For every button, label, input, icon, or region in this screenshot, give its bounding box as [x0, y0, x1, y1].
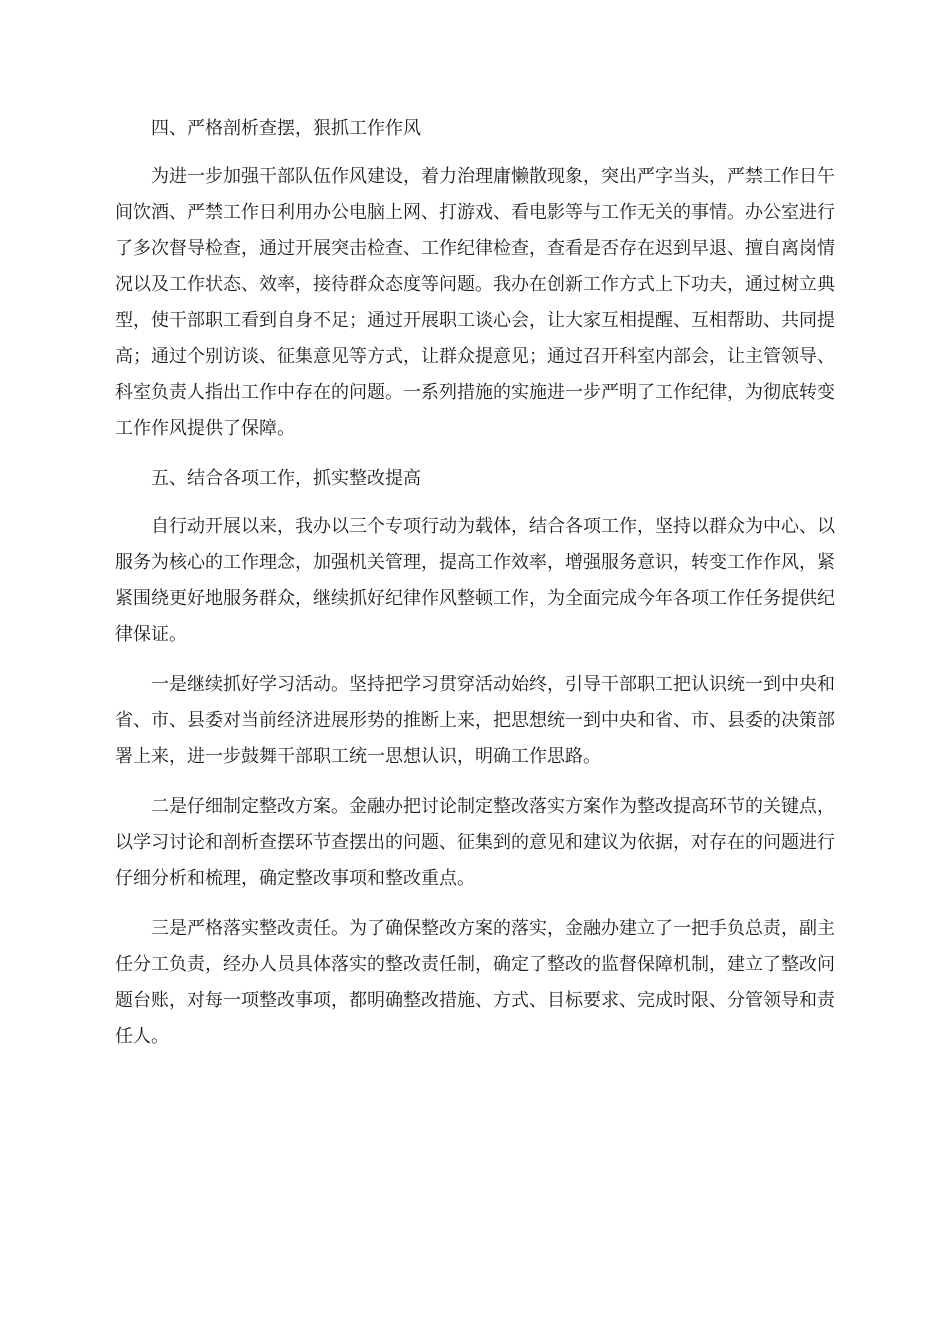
paragraph: 三是严格落实整改责任。为了确保整改方案的落实，金融办建立了一把手负总责，副主任分工负责，经办人员具体落实的整改责任制，确定了整改的监督保障机制，建立了整改问题台账，对每一项整改事项，都明确整改措施、方式、目标要求、完成时限、分管领导和责任人。: [115, 918, 835, 1047]
paragraph: 二是仔细制定整改方案。金融办把讨论制定整改落实方案作为整改提高环节的关键点，以学习讨论和剖析查摆环节查摆出的问题、征集到的意见和建议为依据，对存在的问题进行仔细分析和梳理，确定整改事项和整改重点。: [115, 796, 835, 889]
paragraph: 自行动开展以来，我办以三个专项行动为载体，结合各项工作，坚持以群众为中心、以服务为核心的工作理念，加强机关管理，提高工作效率，增强服务意识，转变工作作风，紧紧围绕更好地服务群众，继续抓好纪律作风整顿工作，为全面完成今年各项工作任务提供纪律保证。: [115, 516, 835, 645]
paragraph: 为进一步加强干部队伍作风建设，着力治理庸懒散现象，突出严字当头，严禁工作日午间饮酒、严禁工作日利用办公电脑上网、打游戏、看电影等与工作无关的事情。办公室进行了多次督导检查，通过开展突击检查、工作纪律检查，查看是否存在迟到早退、擅自离岗情况以及工作状态、效率，接待群众态度等问题。我办在创新工作方式上下功夫，通过树立典型，使干部职工看到自身不足；通过开展职工谈心会，让大家互相提醒、互相帮助、共同提高；通过个别访谈、征集意见等方式，让群众提意见；通过召开科室内部会，让主管领导、科室负责人指出工作中存在的问题。一系列措施的实施进一步严明了工作纪律，为彻底转变工作作风提供了保障。: [115, 166, 835, 439]
document-body: [115, 111, 835, 1069]
section-heading-5: 五、结合各项工作，抓实整改提高: [151, 468, 421, 489]
section-heading-4: 四、严格剖析查摆，狠抓工作作风: [151, 118, 421, 139]
paragraph: 一是继续抓好学习活动。坚持把学习贯穿活动始终，引导干部职工把认识统一到中央和省、市、县委对当前经济进展形势的推断上来，把思想统一到中央和省、市、县委的决策部署上来，进一步鼓舞干部职工统一思想认识，明确工作思路。: [115, 674, 835, 767]
